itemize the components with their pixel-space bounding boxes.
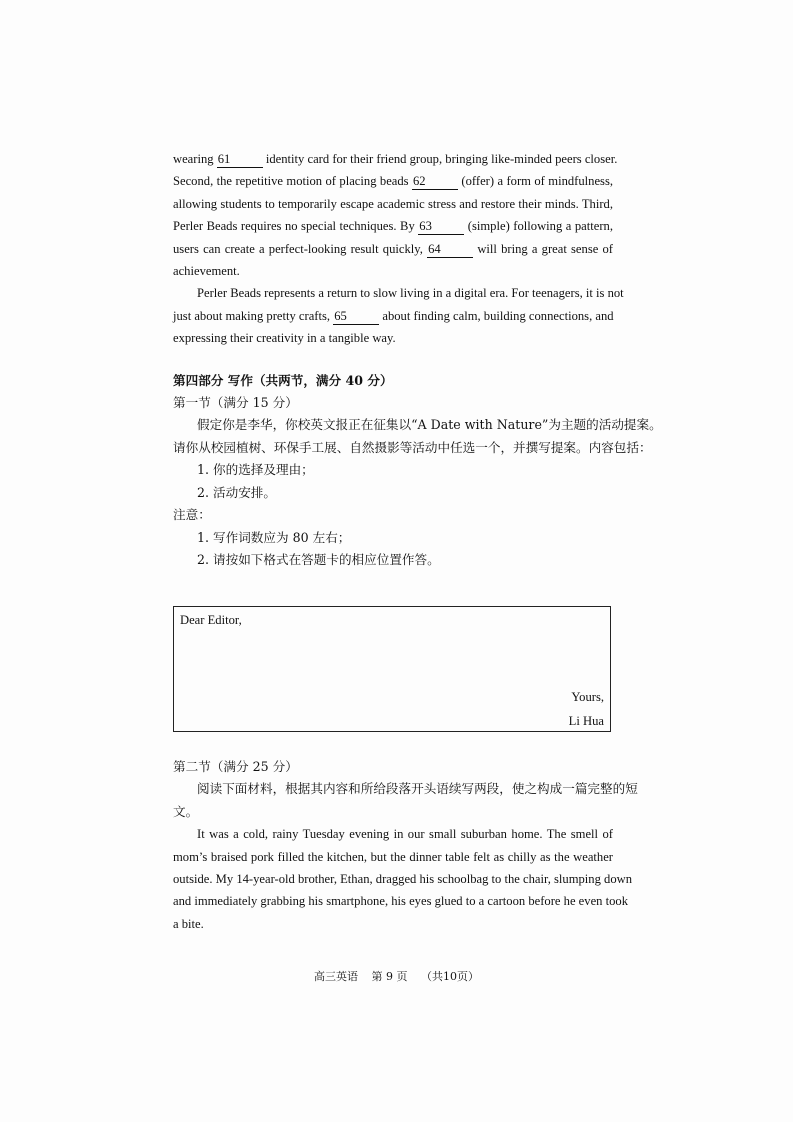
task-item: 1. 你的选择及理由； [197, 462, 314, 478]
letter-signature: Li Hua [568, 714, 604, 728]
passage-line: achievement. [173, 264, 240, 279]
text: users can create a perfect-looking result quickly, [173, 241, 423, 256]
text: about finding calm, building connections, and [382, 308, 614, 323]
blank-64: 64 [427, 242, 473, 258]
letter-salutation: Dear Editor, [180, 613, 242, 627]
text: identity card for their friend group, bringing like-minded peers closer. [265, 152, 618, 166]
footer-page: 第 9 页 [371, 970, 408, 983]
text: Perler Beads requires no special techniques. By [173, 219, 415, 234]
blank-62: 62 [412, 174, 458, 190]
task-line: 假定你是李华，你校英文报正在征集以“A Date with Nature”为主题的活动提案。 [197, 417, 662, 433]
writing-section [173, 370, 662, 572]
reading-passage [173, 148, 662, 571]
task-line: 请你从校园植树、环保手工展、自然摄影等活动中任选一个，并撰写提案。内容包括： [173, 439, 652, 455]
passage-line: allowing students to temporarily escape academic stress and restore their minds. Third, [173, 196, 613, 211]
task-item: 2. 活动安排。 [197, 484, 276, 500]
part-title: 第四部分 写作（共两节，满分 40 分） [173, 372, 393, 388]
story-line: outside. My 14-year-old brother, Ethan, dragged his schoolbag to the chair, slumping down [173, 872, 633, 887]
footer-total: （共10页） [421, 970, 479, 983]
passage-line [173, 305, 613, 327]
story-line: and immediately grabbing his smartphone, his eyes glued to a cartoon before he even took [173, 894, 628, 909]
passage-line [173, 170, 613, 192]
notice-label: 注意： [173, 507, 211, 523]
section2-title: 第二节（满分 25 分） [173, 759, 298, 774]
passage-line [173, 148, 618, 170]
text: Second, the repetitive motion of placing beads [173, 174, 409, 189]
notice-item: 2. 请按如下格式在答题卡的相应位置作答。 [197, 551, 440, 567]
blank-65: 65 [333, 309, 379, 325]
text: (offer) a form of mindfulness, [461, 174, 613, 189]
task-line: 文。 [173, 803, 199, 819]
text: (simple) following a pattern, [467, 219, 613, 234]
page-footer [0, 968, 793, 984]
letter-closing-line: Yours, [571, 690, 604, 704]
text: will bring a great sense of [477, 241, 613, 256]
story-line: It was a cold, rainy Tuesday evening in our small suburban home. The smell of [197, 827, 613, 842]
continuation-writing [173, 756, 638, 935]
text: wearing [173, 152, 214, 166]
letter-closing [569, 685, 604, 733]
passage-line [173, 215, 613, 237]
footer-subject: 高三英语 [314, 970, 358, 983]
blank-61: 61 [217, 152, 263, 168]
passage-line: Perler Beads represents a return to slow living in a digital era. For teenagers, it is not [197, 286, 624, 301]
text: just about making pretty crafts, [173, 308, 331, 323]
story-line: a bite. [173, 916, 204, 931]
section1-title: 第一节（满分 15 分） [173, 395, 298, 411]
passage-line [173, 238, 613, 260]
task-line: 阅读下面材料，根据其内容和所给段落开头语续写两段，使之构成一篇完整的短 [197, 781, 638, 797]
notice-item: 1. 写作词数应为 80 左右； [197, 529, 351, 545]
passage-line: expressing their creativity in a tangible way. [173, 331, 396, 346]
blank-63: 63 [418, 219, 464, 235]
story-line: mom’s braised pork filled the kitchen, but the dinner table felt as chilly as the weather [173, 849, 613, 864]
letter-format-box [173, 606, 611, 732]
